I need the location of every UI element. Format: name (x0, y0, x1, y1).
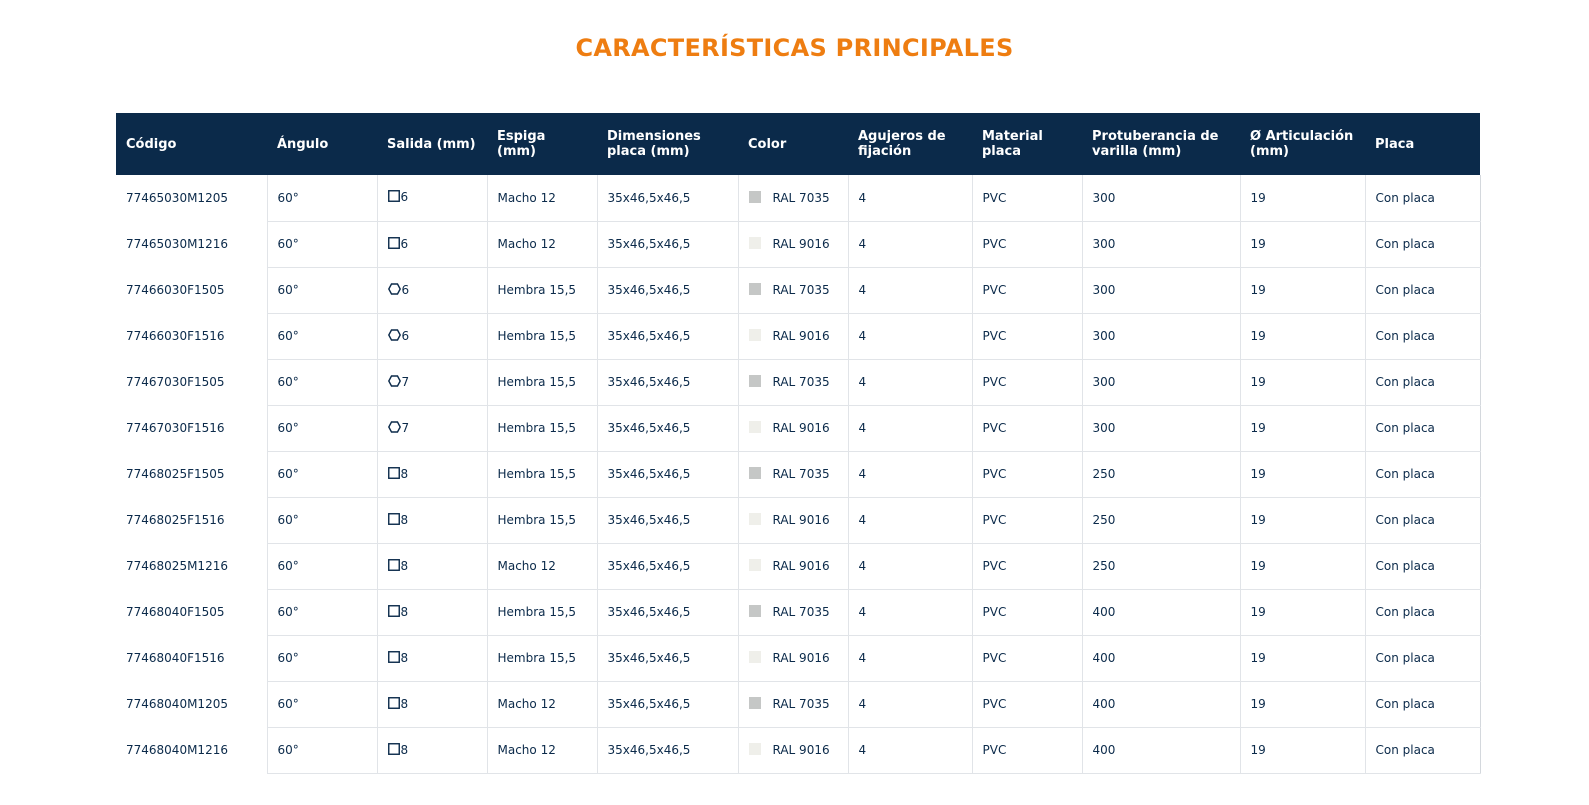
cell-color (738, 589, 848, 635)
table-row (116, 175, 1480, 221)
cell-codigo: 77468025M1216 (116, 543, 267, 589)
cell-dimensiones: 35x46,5x46,5 (597, 405, 738, 451)
table-header-row (116, 113, 1480, 175)
cell-dimensiones: 35x46,5x46,5 (597, 681, 738, 727)
color-swatch (749, 375, 761, 387)
cell-agujeros: 4 (848, 175, 972, 221)
color-value: RAL 9016 (772, 329, 830, 343)
cell-protuberancia: 300 (1082, 175, 1240, 221)
cell-dimensiones: 35x46,5x46,5 (597, 589, 738, 635)
cell-codigo: 77468025F1505 (116, 451, 267, 497)
cell-articulacion: 19 (1240, 497, 1365, 543)
cell-dimensiones: 35x46,5x46,5 (597, 497, 738, 543)
color-swatch (749, 191, 761, 203)
table-body (116, 175, 1480, 773)
salida-value: 7 (401, 420, 410, 435)
header-articulacion: Ø Articulación (mm) (1250, 129, 1354, 159)
cell-articulacion: 19 (1240, 681, 1365, 727)
color-swatch (749, 329, 761, 341)
color-value: RAL 7035 (772, 605, 830, 619)
cell-espiga: Hembra 15,5 (487, 359, 597, 405)
cell-salida (377, 497, 487, 543)
square-outlet-icon (388, 513, 400, 528)
table-row (116, 589, 1480, 635)
cell-material: PVC (972, 405, 1082, 451)
cell-material: PVC (972, 497, 1082, 543)
cell-placa: Con placa (1365, 267, 1480, 313)
color-swatch (749, 237, 761, 249)
color-value: RAL 7035 (772, 375, 830, 389)
cell-agujeros: 4 (848, 543, 972, 589)
cell-color (738, 313, 848, 359)
cell-angulo: 60° (267, 589, 377, 635)
color-swatch (749, 697, 761, 709)
salida-value: 8 (400, 466, 409, 481)
hexagon-outlet-icon (388, 421, 401, 436)
salida-value: 8 (400, 696, 409, 711)
cell-angulo: 60° (267, 267, 377, 313)
header-color: Color (748, 136, 787, 152)
color-swatch (749, 651, 761, 663)
cell-espiga: Hembra 15,5 (487, 497, 597, 543)
cell-placa: Con placa (1365, 589, 1480, 635)
cell-protuberancia: 400 (1082, 589, 1240, 635)
cell-espiga: Macho 12 (487, 175, 597, 221)
cell-placa: Con placa (1365, 543, 1480, 589)
cell-material: PVC (972, 727, 1082, 773)
cell-espiga: Macho 12 (487, 681, 597, 727)
cell-dimensiones: 35x46,5x46,5 (597, 175, 738, 221)
cell-salida (377, 267, 487, 313)
cell-material: PVC (972, 175, 1082, 221)
color-value: RAL 9016 (772, 743, 830, 757)
color-swatch (749, 559, 761, 571)
cell-articulacion: 19 (1240, 727, 1365, 773)
cell-placa: Con placa (1365, 727, 1480, 773)
cell-color (738, 267, 848, 313)
cell-agujeros: 4 (848, 359, 972, 405)
color-swatch (749, 605, 761, 617)
cell-dimensiones: 35x46,5x46,5 (597, 635, 738, 681)
cell-color (738, 497, 848, 543)
cell-agujeros: 4 (848, 589, 972, 635)
cell-salida (377, 727, 487, 773)
cell-placa: Con placa (1365, 497, 1480, 543)
cell-agujeros: 4 (848, 405, 972, 451)
color-value: RAL 7035 (772, 190, 830, 205)
cell-protuberancia: 250 (1082, 543, 1240, 589)
cell-espiga: Macho 12 (487, 727, 597, 773)
cell-placa: Con placa (1365, 313, 1480, 359)
cell-placa: Con placa (1365, 681, 1480, 727)
cell-material: PVC (972, 359, 1082, 405)
cell-protuberancia: 300 (1082, 405, 1240, 451)
cell-protuberancia: 250 (1082, 451, 1240, 497)
header-material: Material placa (982, 129, 1043, 159)
color-swatch (749, 743, 761, 755)
table-row (116, 451, 1480, 497)
cell-dimensiones: 35x46,5x46,5 (597, 727, 738, 773)
cell-dimensiones: 35x46,5x46,5 (597, 221, 738, 267)
cell-codigo: 77468040M1205 (116, 681, 267, 727)
cell-color (738, 543, 848, 589)
cell-color (738, 681, 848, 727)
cell-angulo: 60° (267, 681, 377, 727)
cell-protuberancia: 300 (1082, 267, 1240, 313)
table-row (116, 405, 1480, 451)
salida-value: 8 (400, 512, 409, 527)
cell-material: PVC (972, 589, 1082, 635)
cell-espiga: Hembra 15,5 (487, 451, 597, 497)
cell-protuberancia: 400 (1082, 681, 1240, 727)
cell-articulacion: 19 (1240, 267, 1365, 313)
cell-angulo: 60° (267, 451, 377, 497)
cell-angulo: 60° (267, 405, 377, 451)
header-salida: Salida (mm) (387, 136, 476, 152)
table-row (116, 543, 1480, 589)
cell-codigo: 77468040F1516 (116, 635, 267, 681)
cell-angulo: 60° (267, 497, 377, 543)
salida-value: 7 (401, 374, 410, 389)
cell-agujeros: 4 (848, 635, 972, 681)
table-row (116, 497, 1480, 543)
color-value: RAL 9016 (772, 559, 830, 573)
cell-material: PVC (972, 267, 1082, 313)
cell-color (738, 359, 848, 405)
table-row (116, 267, 1480, 313)
cell-material: PVC (972, 451, 1082, 497)
cell-articulacion: 19 (1240, 589, 1365, 635)
salida-value: 8 (400, 604, 409, 619)
cell-dimensiones: 35x46,5x46,5 (597, 543, 738, 589)
cell-espiga: Hembra 15,5 (487, 635, 597, 681)
cell-dimensiones: 35x46,5x46,5 (597, 359, 738, 405)
cell-dimensiones: 35x46,5x46,5 (597, 451, 738, 497)
header-angulo: Ángulo (277, 136, 329, 152)
cell-codigo: 77466030F1516 (116, 313, 267, 359)
cell-codigo: 77465030M1205 (116, 175, 267, 221)
cell-material: PVC (972, 681, 1082, 727)
color-value: RAL 9016 (772, 421, 830, 435)
cell-articulacion: 19 (1240, 405, 1365, 451)
table-row (116, 681, 1480, 727)
cell-protuberancia: 300 (1082, 359, 1240, 405)
salida-value: 6 (401, 282, 410, 297)
cell-salida (377, 589, 487, 635)
cell-salida (377, 681, 487, 727)
cell-salida (377, 405, 487, 451)
table-row (116, 727, 1480, 773)
cell-articulacion: 19 (1240, 313, 1365, 359)
cell-codigo: 77465030M1216 (116, 221, 267, 267)
cell-salida (377, 359, 487, 405)
cell-color (738, 451, 848, 497)
cell-codigo: 77466030F1505 (116, 267, 267, 313)
cell-espiga: Hembra 15,5 (487, 589, 597, 635)
cell-agujeros: 4 (848, 451, 972, 497)
square-outlet-icon (388, 467, 400, 482)
cell-espiga: Macho 12 (487, 543, 597, 589)
cell-color (738, 175, 848, 221)
cell-angulo: 60° (267, 313, 377, 359)
cell-placa: Con placa (1365, 221, 1480, 267)
cell-protuberancia: 250 (1082, 497, 1240, 543)
cell-articulacion: 19 (1240, 451, 1365, 497)
square-outlet-icon (388, 559, 400, 574)
cell-color (738, 405, 848, 451)
cell-articulacion: 19 (1240, 543, 1365, 589)
cell-agujeros: 4 (848, 267, 972, 313)
cell-dimensiones: 35x46,5x46,5 (597, 267, 738, 313)
square-outlet-icon (388, 605, 400, 620)
color-value: RAL 7035 (772, 467, 830, 481)
cell-codigo: 77468025F1516 (116, 497, 267, 543)
cell-articulacion: 19 (1240, 635, 1365, 681)
specs-table (116, 113, 1481, 774)
color-value: RAL 9016 (772, 651, 830, 665)
cell-espiga: Hembra 15,5 (487, 267, 597, 313)
cell-agujeros: 4 (848, 497, 972, 543)
cell-agujeros: 4 (848, 313, 972, 359)
salida-value: 8 (400, 650, 409, 665)
cell-protuberancia: 400 (1082, 727, 1240, 773)
cell-placa: Con placa (1365, 405, 1480, 451)
cell-placa: Con placa (1365, 451, 1480, 497)
cell-material: PVC (972, 221, 1082, 267)
color-swatch (749, 513, 761, 525)
salida-value: 6 (401, 328, 410, 343)
salida-value: 8 (400, 558, 409, 573)
cell-agujeros: 4 (848, 681, 972, 727)
square-outlet-icon (388, 697, 400, 712)
color-swatch (749, 467, 761, 479)
cell-angulo: 60° (267, 175, 377, 221)
cell-protuberancia: 300 (1082, 313, 1240, 359)
cell-salida (377, 221, 487, 267)
cell-salida (377, 175, 487, 221)
cell-articulacion: 19 (1240, 175, 1365, 221)
cell-angulo: 60° (267, 727, 377, 773)
header-codigo: Código (126, 136, 177, 152)
cell-salida (377, 451, 487, 497)
hexagon-outlet-icon (388, 283, 401, 298)
cell-salida (377, 313, 487, 359)
salida-value: 6 (400, 236, 409, 251)
square-outlet-icon (388, 237, 400, 252)
color-swatch (749, 283, 761, 295)
cell-codigo: 77468040M1216 (116, 727, 267, 773)
cell-placa: Con placa (1365, 175, 1480, 221)
cell-angulo: 60° (267, 635, 377, 681)
header-espiga: Espiga (mm) (497, 129, 546, 159)
cell-protuberancia: 400 (1082, 635, 1240, 681)
square-outlet-icon (388, 651, 400, 666)
cell-agujeros: 4 (848, 727, 972, 773)
table-row (116, 313, 1480, 359)
square-outlet-icon (388, 190, 400, 205)
cell-agujeros: 4 (848, 221, 972, 267)
cell-codigo: 77468040F1505 (116, 589, 267, 635)
header-protuberancia: Protuberancia de varilla (mm) (1092, 129, 1219, 159)
square-outlet-icon (388, 743, 400, 758)
color-value: RAL 7035 (772, 697, 830, 711)
cell-material: PVC (972, 543, 1082, 589)
table-row (116, 221, 1480, 267)
page-title: CARACTERÍSTICAS PRINCIPALES (575, 34, 1014, 62)
color-value: RAL 9016 (772, 237, 830, 251)
cell-angulo: 60° (267, 359, 377, 405)
hexagon-outlet-icon (388, 375, 401, 390)
cell-material: PVC (972, 635, 1082, 681)
salida-value: 8 (400, 742, 409, 757)
cell-salida (377, 635, 487, 681)
cell-protuberancia: 300 (1082, 221, 1240, 267)
salida-value: 6 (400, 190, 409, 205)
cell-color (738, 727, 848, 773)
header-placa: Placa (1375, 136, 1415, 152)
cell-espiga: Macho 12 (487, 221, 597, 267)
cell-articulacion: 19 (1240, 221, 1365, 267)
cell-espiga: Hembra 15,5 (487, 405, 597, 451)
header-dimensiones: Dimensiones placa (mm) (607, 129, 701, 159)
cell-dimensiones: 35x46,5x46,5 (597, 313, 738, 359)
cell-salida (377, 543, 487, 589)
cell-placa: Con placa (1365, 635, 1480, 681)
cell-color (738, 221, 848, 267)
cell-codigo: 77467030F1505 (116, 359, 267, 405)
cell-material: PVC (972, 313, 1082, 359)
cell-angulo: 60° (267, 221, 377, 267)
hexagon-outlet-icon (388, 329, 401, 344)
cell-espiga: Hembra 15,5 (487, 313, 597, 359)
header-agujeros: Agujeros de fijación (858, 129, 946, 159)
color-value: RAL 7035 (772, 283, 830, 297)
color-swatch (749, 421, 761, 433)
cell-placa: Con placa (1365, 359, 1480, 405)
color-value: RAL 9016 (772, 513, 830, 527)
cell-angulo: 60° (267, 543, 377, 589)
cell-codigo: 77467030F1516 (116, 405, 267, 451)
table-row (116, 359, 1480, 405)
specs-table-container (116, 113, 1480, 774)
cell-articulacion: 19 (1240, 359, 1365, 405)
cell-color (738, 635, 848, 681)
table-row (116, 635, 1480, 681)
